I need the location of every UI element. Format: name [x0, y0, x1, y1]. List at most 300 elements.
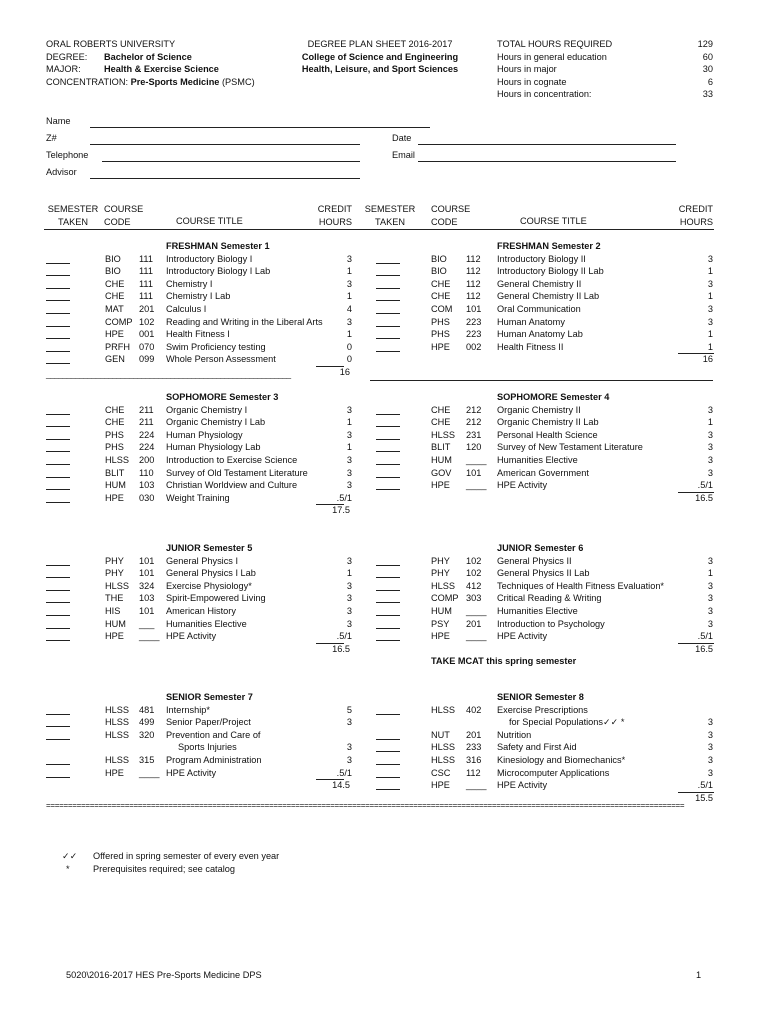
semester-taken-blank[interactable]: [376, 351, 400, 352]
semester-taken-blank[interactable]: [376, 451, 400, 452]
course-credit: 3: [707, 618, 713, 629]
telephone-field[interactable]: [102, 161, 360, 162]
semester-total-hours: 16: [339, 367, 350, 377]
semester-taken-blank[interactable]: [46, 426, 70, 427]
course-title: Internship*: [166, 704, 210, 715]
course-title: Techniques of Health Fitness Evaluation*: [497, 580, 665, 591]
hours-summary: [497, 38, 713, 101]
hours-value: 60: [702, 51, 713, 62]
course-dept: PHY: [105, 568, 124, 579]
course-credit: 0: [346, 354, 352, 365]
course-credit: 3: [707, 404, 713, 415]
course-dept: HLSS: [105, 580, 130, 591]
course-dept: COM: [431, 304, 453, 314]
course-number: 200: [139, 455, 155, 465]
course-credit: 0: [346, 341, 352, 352]
hours-row: [497, 76, 713, 89]
semester-taken-blank[interactable]: [46, 313, 70, 314]
course-title: Survey of Old Testament Literature: [166, 467, 308, 478]
course-credit: 3: [346, 253, 352, 264]
course-dept: CHE: [431, 417, 451, 428]
course-credit: 1: [707, 568, 713, 579]
course-title: HPE Activity: [497, 631, 548, 642]
course-credit: 3: [707, 717, 713, 728]
name-field[interactable]: [90, 127, 430, 128]
concentration-label: CONCENTRATION:: [46, 76, 129, 87]
hours-row: [497, 63, 713, 76]
course-credit: 1: [346, 266, 352, 277]
date-field[interactable]: [418, 144, 676, 145]
semester-title: JUNIOR Semester 5: [166, 543, 253, 553]
course-dept: HLSS: [431, 580, 456, 591]
semester-taken-blank[interactable]: [376, 326, 400, 327]
semester-taken-blank[interactable]: [376, 263, 400, 264]
course-dept: BLIT: [431, 442, 451, 453]
course-number: 223: [466, 316, 482, 327]
course-number: 101: [139, 568, 155, 579]
course-number: 001: [139, 329, 155, 340]
course-dept: BIO: [431, 266, 447, 277]
course-dept: THE: [105, 593, 124, 604]
course-title: Program Administration: [166, 755, 262, 765]
course-number: 101: [466, 304, 482, 314]
course-number: 103: [139, 593, 155, 604]
course-title: for Special Populations✓✓ *: [509, 717, 625, 728]
course-dept: PHS: [431, 329, 450, 340]
course-number: ____: [466, 480, 487, 491]
course-credit: 3: [346, 455, 352, 465]
course-credit: .5/1: [336, 767, 352, 778]
semester-taken-blank[interactable]: [376, 565, 400, 566]
senior-divider: ==================================================================================================================================================: [46, 802, 685, 810]
course-dept: CHE: [105, 417, 125, 428]
course-dept: CHE: [431, 404, 451, 415]
legend-asterisk-symbol: *: [66, 864, 70, 874]
semester-taken-blank[interactable]: [376, 439, 400, 440]
course-dept: BIO: [105, 266, 121, 277]
hours-value: 30: [702, 64, 713, 74]
course-dept: HLSS: [105, 717, 130, 728]
course-title: Nutrition: [497, 729, 532, 740]
semester-taken-blank[interactable]: [46, 565, 70, 566]
semester-taken-blank[interactable]: [46, 338, 70, 339]
course-number: 112: [466, 767, 481, 778]
course-dept: HUM: [431, 455, 452, 465]
course-number: 499: [139, 717, 155, 728]
course-dept: HUM: [105, 618, 126, 629]
course-number: ____: [466, 455, 487, 465]
course-number: 112: [466, 266, 481, 277]
course-number: 224: [139, 429, 155, 440]
semester-taken-blank[interactable]: [46, 263, 70, 264]
col-title-right: COURSE TITLE: [520, 216, 587, 226]
semester-taken-blank[interactable]: [376, 714, 400, 715]
degree-value: Bachelor of Science: [104, 51, 192, 62]
course-credit: 3: [707, 580, 713, 591]
course-title: HPE Activity: [166, 631, 217, 642]
course-title: Human Physiology Lab: [166, 442, 261, 453]
course-credit: .5/1: [697, 480, 713, 491]
col-credit-left: CREDIT HOURS: [317, 204, 352, 227]
course-number: 030: [139, 492, 155, 503]
course-title: Introductory Biology II: [497, 253, 586, 264]
course-title: Weight Training: [166, 492, 230, 503]
semester-taken-blank[interactable]: [46, 477, 70, 478]
semester-taken-blank[interactable]: [46, 363, 70, 364]
hours-label: TOTAL HOURS REQUIRED: [497, 39, 613, 49]
course-title: Humanities Elective: [497, 606, 578, 616]
semester-taken-blank[interactable]: [376, 414, 400, 415]
course-dept: HLSS: [431, 429, 456, 440]
course-title: General Physics I: [166, 555, 238, 566]
course-credit: 3: [707, 304, 713, 314]
course-number: 320: [139, 729, 155, 740]
semester-taken-blank[interactable]: [376, 300, 400, 301]
telephone-label: Telephone: [46, 150, 89, 160]
course-title: Microcomputer Applications: [497, 767, 610, 778]
course-title: Introductory Biology II Lab: [497, 266, 604, 277]
course-title: Chemistry I: [166, 278, 213, 289]
course-number: 212: [466, 404, 482, 415]
course-credit: 3: [707, 767, 713, 778]
hours-label: Hours in major: [497, 64, 557, 74]
course-dept: NUT: [431, 729, 450, 740]
course-number: 111: [139, 253, 153, 264]
legend-checkmarks-symbol: ✓✓: [62, 851, 78, 861]
semester-taken-blank[interactable]: [376, 640, 400, 641]
semester-taken-blank[interactable]: [46, 439, 70, 440]
course-dept: CHE: [431, 278, 451, 289]
course-title: Sports Injuries: [178, 742, 237, 753]
semester-taken-blank[interactable]: [376, 764, 400, 765]
semester-taken-blank[interactable]: [46, 464, 70, 465]
semester-taken-blank[interactable]: [376, 275, 400, 276]
course-dept: HLSS: [431, 704, 456, 715]
semester-taken-blank[interactable]: [376, 628, 400, 629]
course-number: 211: [139, 404, 154, 415]
course-number: 111: [139, 278, 153, 289]
semester-taken-blank[interactable]: [46, 502, 70, 503]
course-number: 070: [139, 341, 155, 352]
hours-value: 6: [707, 76, 713, 87]
course-title: Senior Paper/Project: [166, 717, 251, 728]
course-title: Safety and First Aid: [497, 742, 577, 753]
course-credit: 1: [346, 442, 352, 453]
course-dept: PHS: [431, 316, 450, 327]
course-credit: 3: [707, 755, 713, 765]
concentration-code: (PSMC): [221, 76, 255, 87]
course-dept: BIO: [105, 253, 121, 264]
semester-taken-blank[interactable]: [46, 326, 70, 327]
hours-label: Hours in concentration:: [497, 89, 592, 99]
course-title: Organic Chemistry II: [497, 404, 581, 415]
hours-value: 33: [702, 89, 713, 99]
course-dept: HLSS: [431, 755, 456, 765]
semester-taken-blank[interactable]: [46, 714, 70, 715]
course-title: Introduction to Psychology: [497, 618, 605, 629]
semester-taken-blank[interactable]: [46, 726, 70, 727]
semester-taken-blank[interactable]: [46, 590, 70, 591]
course-title: HPE Activity: [166, 767, 217, 778]
course-dept: PHS: [105, 442, 124, 453]
course-title: Humanities Elective: [497, 455, 578, 465]
course-dept: HLSS: [431, 742, 456, 753]
course-title: Christian Worldview and Culture: [166, 480, 298, 491]
course-number: 211: [139, 417, 154, 428]
col-course-code-right: COURSE CODE: [431, 204, 471, 227]
course-credit: 5: [346, 704, 352, 715]
course-dept: GOV: [431, 467, 452, 478]
course-title: Organic Chemistry II Lab: [497, 417, 599, 428]
course-number: 101: [139, 606, 155, 616]
course-credit: 3: [346, 606, 352, 616]
course-dept: HIS: [105, 606, 121, 616]
concentration-value: Pre-Sports Medicine: [130, 76, 220, 87]
course-dept: CHE: [105, 278, 125, 289]
course-number: 481: [139, 704, 155, 715]
semester-taken-blank[interactable]: [376, 615, 400, 616]
course-title: General Chemistry II Lab: [497, 291, 600, 302]
course-credit: 3: [346, 316, 352, 327]
hours-row: [497, 38, 713, 51]
course-number: 201: [466, 729, 482, 740]
course-credit: 3: [707, 253, 713, 264]
course-credit: 3: [346, 755, 352, 765]
semester-taken-blank[interactable]: [46, 275, 70, 276]
col-semester-taken-left: SEMESTER TAKEN: [47, 204, 99, 227]
course-number: ____: [466, 780, 487, 791]
semester-taken-blank[interactable]: [376, 739, 400, 740]
course-number: 112: [466, 291, 481, 302]
course-number: 201: [139, 304, 155, 314]
course-credit: 1: [707, 417, 713, 428]
course-number: 201: [466, 618, 482, 629]
course-credit: 3: [707, 593, 713, 604]
email-label: Email: [392, 150, 415, 160]
semester-taken-blank[interactable]: [46, 640, 70, 641]
col-credit-right: CREDIT HOURS: [678, 204, 713, 227]
course-dept: HPE: [105, 767, 124, 778]
plan-title: DEGREE PLAN SHEET 2016-2017: [307, 39, 453, 49]
course-title: Kinesiology and Biomechanics*: [497, 755, 626, 765]
course-credit: 3: [707, 606, 713, 616]
course-credit: 3: [707, 278, 713, 289]
course-dept: HPE: [431, 780, 450, 791]
course-title: General Physics II Lab: [497, 568, 590, 579]
course-dept: PSY: [431, 618, 450, 629]
semester-taken-blank[interactable]: [376, 789, 400, 790]
semester-taken-blank[interactable]: [376, 338, 400, 339]
hours-row: [497, 51, 713, 64]
freshman-divider-right: [370, 380, 713, 381]
course-number: 112: [466, 278, 481, 289]
course-title: Spirit-Empowered Living: [166, 593, 266, 604]
course-dept: HLSS: [105, 704, 130, 715]
semester-taken-blank[interactable]: [376, 313, 400, 314]
hours-value: 129: [697, 39, 713, 49]
course-credit: 1: [707, 341, 713, 352]
course-dept: BLIT: [105, 467, 125, 478]
course-credit: 4: [346, 304, 352, 314]
course-credit: 1: [346, 417, 352, 428]
semester-taken-blank[interactable]: [46, 300, 70, 301]
course-dept: CHE: [105, 291, 125, 302]
semester-taken-blank[interactable]: [46, 288, 70, 289]
course-credit: 3: [707, 429, 713, 440]
course-title: Introduction to Exercise Science: [166, 455, 298, 465]
semester-note: TAKE MCAT this spring semester: [431, 655, 577, 666]
course-number: 231: [466, 429, 482, 440]
course-dept: PHY: [431, 568, 450, 579]
semester-total-hours: 16.5: [332, 643, 350, 654]
email-field[interactable]: [418, 161, 676, 162]
course-title: Calculus I: [166, 304, 207, 314]
course-number: 223: [466, 329, 482, 340]
course-credit: 3: [346, 467, 352, 478]
semester-taken-blank[interactable]: [376, 777, 400, 778]
semester-total-hours: 16: [702, 354, 713, 365]
course-dept: HPE: [431, 480, 450, 491]
semester-taken-blank[interactable]: [46, 489, 70, 490]
semester-taken-blank[interactable]: [376, 489, 400, 490]
course-title: American Government: [497, 467, 589, 478]
course-credit: .5/1: [697, 631, 713, 642]
semester-taken-blank[interactable]: [46, 414, 70, 415]
course-title: Human Anatomy Lab: [497, 329, 583, 340]
col-semester-taken-right: SEMESTER TAKEN: [364, 204, 416, 227]
department-name: Health, Leisure, and Sport Sciences: [301, 64, 459, 74]
course-title: Human Anatomy: [497, 316, 565, 327]
course-dept: HUM: [105, 480, 126, 491]
course-number: 412: [466, 580, 482, 591]
course-number: 110: [139, 467, 154, 478]
course-dept: HPE: [105, 492, 124, 503]
course-dept: PHS: [105, 429, 124, 440]
course-dept: COMP: [105, 316, 133, 327]
course-number: 111: [139, 291, 153, 302]
course-credit: 3: [346, 742, 352, 753]
course-number: 402: [466, 704, 482, 715]
semester-taken-blank[interactable]: [376, 751, 400, 752]
semester-taken-blank[interactable]: [46, 628, 70, 629]
semester-taken-blank[interactable]: [376, 288, 400, 289]
semester-taken-blank[interactable]: [46, 451, 70, 452]
course-title: Health Fitness II: [497, 341, 564, 352]
course-number: 324: [139, 580, 155, 591]
semester-taken-blank[interactable]: [376, 477, 400, 478]
course-credit: 1: [346, 568, 352, 579]
course-title: Exercise Physiology*: [166, 580, 252, 591]
semester-taken-blank[interactable]: [376, 577, 400, 578]
col-course-code-left: COURSE CODE: [104, 204, 144, 227]
semester-taken-blank[interactable]: [46, 777, 70, 778]
hours-label: Hours in general education: [497, 51, 607, 62]
course-credit: 3: [346, 555, 352, 566]
semester-taken-blank[interactable]: [46, 615, 70, 616]
course-number: 099: [139, 354, 155, 365]
course-credit: 3: [707, 316, 713, 327]
header-center: [280, 38, 480, 76]
course-credit: 3: [346, 278, 352, 289]
hours-row: [497, 88, 713, 101]
course-number: 233: [466, 742, 482, 753]
z-number-field[interactable]: [90, 144, 360, 145]
header-rule: [44, 229, 714, 230]
semester-title: SOPHOMORE Semester 3: [166, 392, 279, 402]
semester-title: JUNIOR Semester 6: [497, 543, 584, 553]
course-number: ____: [466, 631, 487, 642]
course-dept: HLSS: [105, 455, 130, 465]
course-credit: 3: [707, 467, 713, 478]
course-title: Exercise Prescriptions: [497, 704, 588, 715]
course-title: American History: [166, 606, 236, 616]
course-number: 315: [139, 755, 155, 765]
course-title: Survey of New Testament Literature: [497, 442, 643, 453]
course-credit: 1: [707, 291, 713, 302]
course-title: Introductory Biology I Lab: [166, 266, 271, 277]
course-number: 224: [139, 442, 155, 453]
semester-taken-blank[interactable]: [376, 426, 400, 427]
semester-title: SENIOR Semester 8: [497, 692, 584, 702]
course-credit: 1: [707, 329, 713, 340]
course-credit: 3: [707, 442, 713, 453]
semester-title: FRESHMAN Semester 2: [497, 241, 601, 251]
semester-taken-blank[interactable]: [46, 764, 70, 765]
course-title: General Physics II: [497, 555, 572, 566]
course-dept: HUM: [431, 606, 452, 616]
legend-checkmarks-text: Offered in spring semester of every even year: [93, 851, 280, 861]
semester-taken-blank[interactable]: [46, 602, 70, 603]
course-credit: 3: [707, 455, 713, 465]
course-number: 112: [466, 253, 481, 264]
course-title: Personal Health Science: [497, 429, 598, 440]
course-number: 102: [466, 568, 482, 579]
semester-total-hours: 17.5: [332, 505, 350, 516]
semester-total-hours: 16.5: [695, 643, 713, 654]
course-dept: CSC: [431, 767, 451, 778]
course-credit: 3: [346, 480, 352, 491]
course-dept: PHY: [431, 555, 450, 566]
course-dept: HPE: [105, 329, 124, 340]
semester-taken-blank[interactable]: [376, 590, 400, 591]
z-number-label: Z#: [46, 133, 57, 143]
course-title: Introductory Biology I: [166, 253, 253, 264]
semester-taken-blank[interactable]: [376, 464, 400, 465]
course-dept: HLSS: [105, 755, 130, 765]
major-value: Health & Exercise Science: [104, 64, 219, 74]
header-left: [46, 38, 255, 88]
semester-taken-blank[interactable]: [376, 602, 400, 603]
semester-total-hours: 16.5: [695, 492, 713, 503]
advisor-field[interactable]: [90, 178, 360, 179]
name-label: Name: [46, 116, 71, 126]
course-number: 101: [139, 555, 155, 566]
semester-taken-blank[interactable]: [46, 739, 70, 740]
course-number: 303: [466, 593, 482, 604]
course-credit: 3: [346, 580, 352, 591]
legend-asterisk-text: Prerequisites required; see catalog: [93, 864, 235, 874]
semester-taken-blank[interactable]: [46, 351, 70, 352]
course-credit: 3: [346, 593, 352, 604]
semester-taken-blank[interactable]: [46, 577, 70, 578]
course-dept: MAT: [105, 304, 124, 314]
course-credit: 3: [707, 555, 713, 566]
university-name: ORAL ROBERTS UNIVERSITY: [46, 39, 176, 49]
course-number: 120: [466, 442, 482, 453]
course-credit: 3: [707, 742, 713, 753]
course-dept: HPE: [105, 631, 124, 642]
semester-title: SOPHOMORE Semester 4: [497, 392, 610, 402]
